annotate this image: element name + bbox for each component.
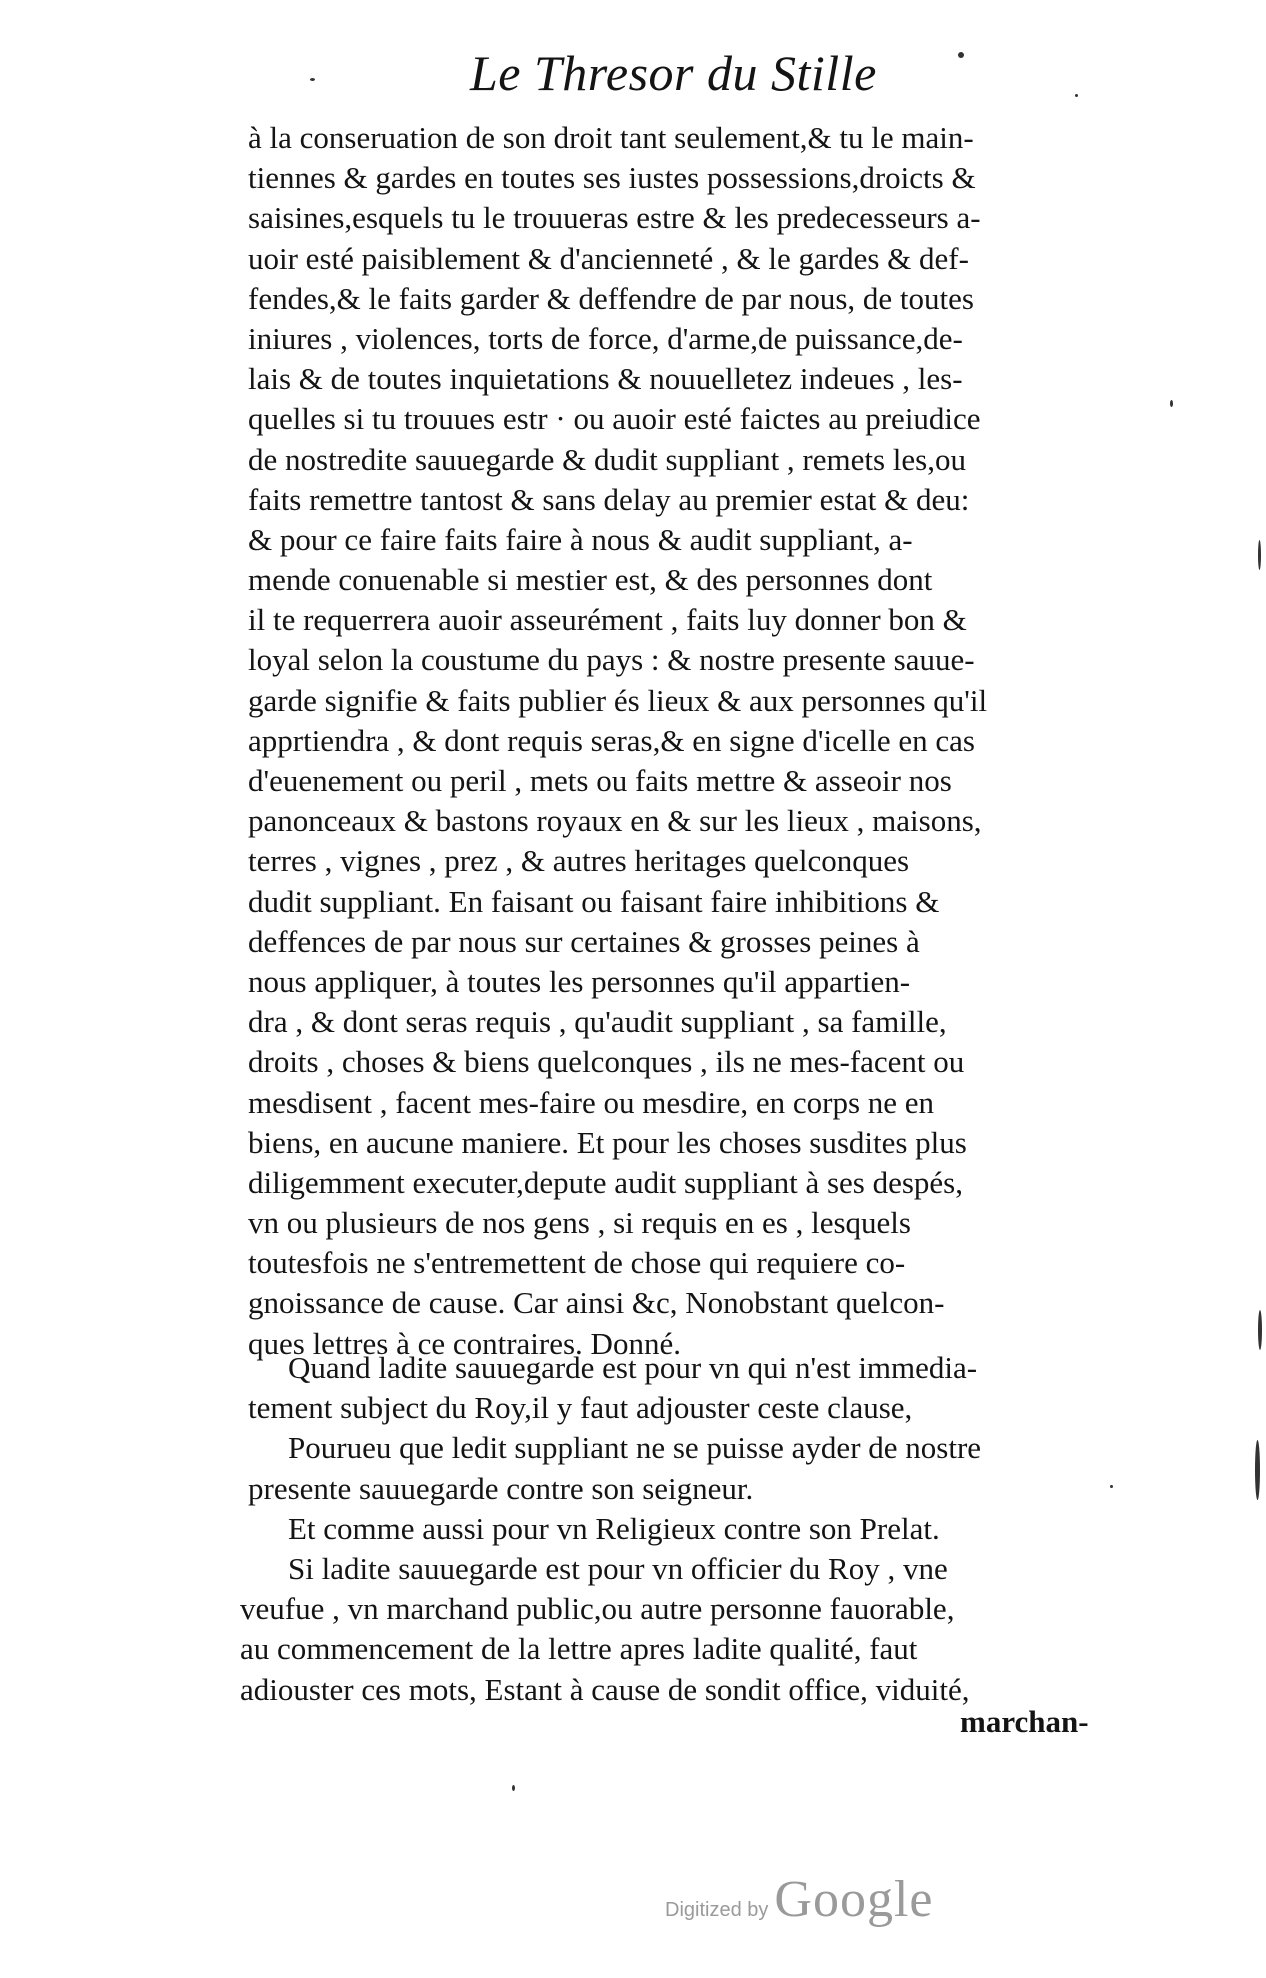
paragraph-line: Et comme aussi pour vn Religieux contre son Prelat. — [288, 1510, 940, 1546]
digitized-watermark — [665, 1870, 933, 1929]
text-line: biens, en aucune maniere. Et pour les choses susdites plus — [248, 1124, 967, 1160]
text-line: fendes,& le faits garder & deffendre de par nous, de toutes — [248, 280, 974, 316]
text-line: toutesfois ne s'entremettent de chose qui requiere co- — [248, 1245, 906, 1281]
text-line: & pour ce faire faits faire à nous & audit suppliant, a- — [248, 521, 913, 557]
text-line: il te requerrera auoir asseurément , faits luy donner bon & — [248, 602, 967, 638]
text-line: saisines,esquels tu le trouueras estre & les predecesseurs a- — [248, 200, 981, 236]
text-line: iniures , violences, torts de force, d'arme,de puissance,de- — [248, 320, 963, 356]
text-line: à la conseruation de son droit tant seulement,& tu le main- — [248, 120, 974, 155]
text-line: de nostredite sauuegarde & dudit suppliant , remets les,ou — [248, 441, 966, 477]
text-line: tiennes & gardes en toutes ses iustes possessions,droicts & — [248, 160, 976, 196]
ink-speck — [310, 78, 315, 81]
paragraph-line: veufue , vn marchand public,ou autre personne fauorable, — [240, 1591, 955, 1627]
notes-block — [240, 1348, 1128, 1710]
text-line: nous appliquer, à toutes les personnes qu'il appartien- — [248, 963, 911, 999]
paragraph-line: Pourueu que ledit suppliant ne se puisse ayder de nostre — [288, 1430, 982, 1466]
text-line: deffences de par nous sur certaines & grosses peines à — [248, 923, 920, 959]
text-line: vn ou plusieurs de nos gens , si requis en es , lesquels — [248, 1205, 911, 1241]
paragraph-line: Si ladite sauuegarde est pour vn officier du Roy , vne — [288, 1550, 948, 1586]
ink-speck — [1075, 94, 1078, 97]
text-line: terres , vignes , prez , & autres heritages quelconques — [248, 843, 910, 879]
google-logo: Google — [774, 1871, 934, 1928]
paragraph-line: adiouster ces mots, Estant à cause de sondit office, viduité, — [240, 1671, 970, 1707]
text-line: uoir esté paisiblement & d'ancienneté , & le gardes & def- — [248, 240, 969, 276]
watermark-prefix: Digitized by — [665, 1899, 769, 1921]
ink-speck — [512, 1785, 515, 1791]
text-line: apprtiendra , & dont requis seras,& en signe d'icelle en cas — [248, 722, 975, 758]
text-line: mende conuenable si mestier est, & des personnes dont — [248, 562, 933, 598]
paragraph-line: tement subject du Roy,il y faut adjouster ceste clause, — [248, 1390, 913, 1426]
text-line: mesdisent , facent mes-faire ou mesdire, en corps ne en — [248, 1084, 935, 1120]
main-text-block — [248, 118, 1128, 1364]
text-line: lais & de toutes inquietations & nouuelletez indeues , les- — [248, 361, 963, 397]
paragraph-line: au commencement de la lettre apres ladite qualité, faut — [240, 1631, 918, 1667]
text-line: dudit suppliant. En faisant ou faisant faire inhibitions & — [248, 883, 940, 919]
text-line: ques lettres à ce contraires. Donné. — [248, 1325, 681, 1361]
text-line: quelles si tu trouues estr · ou auoir esté faictes au preiudice — [248, 401, 981, 437]
running-title: Le Thresor du Stille — [470, 45, 877, 101]
paragraph-line: Quand ladite sauuegarde est pour vn qui n'est immedia- — [288, 1350, 978, 1385]
ink-speck — [1170, 400, 1173, 407]
text-line: droits , choses & biens quelconques , ils ne mes-facent ou — [248, 1044, 965, 1080]
text-line: diligemment executer,depute audit suppliant à ses despés, — [248, 1164, 963, 1200]
catchword: marchan- — [960, 1704, 1089, 1739]
text-line: dra , & dont seras requis , qu'audit suppliant , sa famille, — [248, 1004, 947, 1040]
ink-speck — [1255, 1440, 1260, 1500]
ink-speck — [958, 52, 964, 58]
text-line: d'euenement ou peril , mets ou faits mettre & asseoir nos — [248, 763, 952, 798]
text-line: garde signifie & faits publier és lieux & aux personnes qu'il — [248, 682, 988, 718]
ink-speck — [1258, 1310, 1262, 1350]
text-line: faits remettre tantost & sans delay au premier estat & deu: — [248, 481, 970, 517]
ink-speck — [1258, 540, 1261, 570]
text-line: panonceaux & bastons royaux en & sur les lieux , maisons, — [248, 803, 982, 839]
paragraph-line: presente sauuegarde contre son seigneur. — [248, 1470, 754, 1506]
ink-speck — [1110, 1485, 1113, 1488]
text-line: gnoissance de cause. Car ainsi &c, Nonobstant quelcon- — [248, 1285, 945, 1321]
text-line: loyal selon la coustume du pays : & nostre presente sauue- — [248, 642, 975, 678]
